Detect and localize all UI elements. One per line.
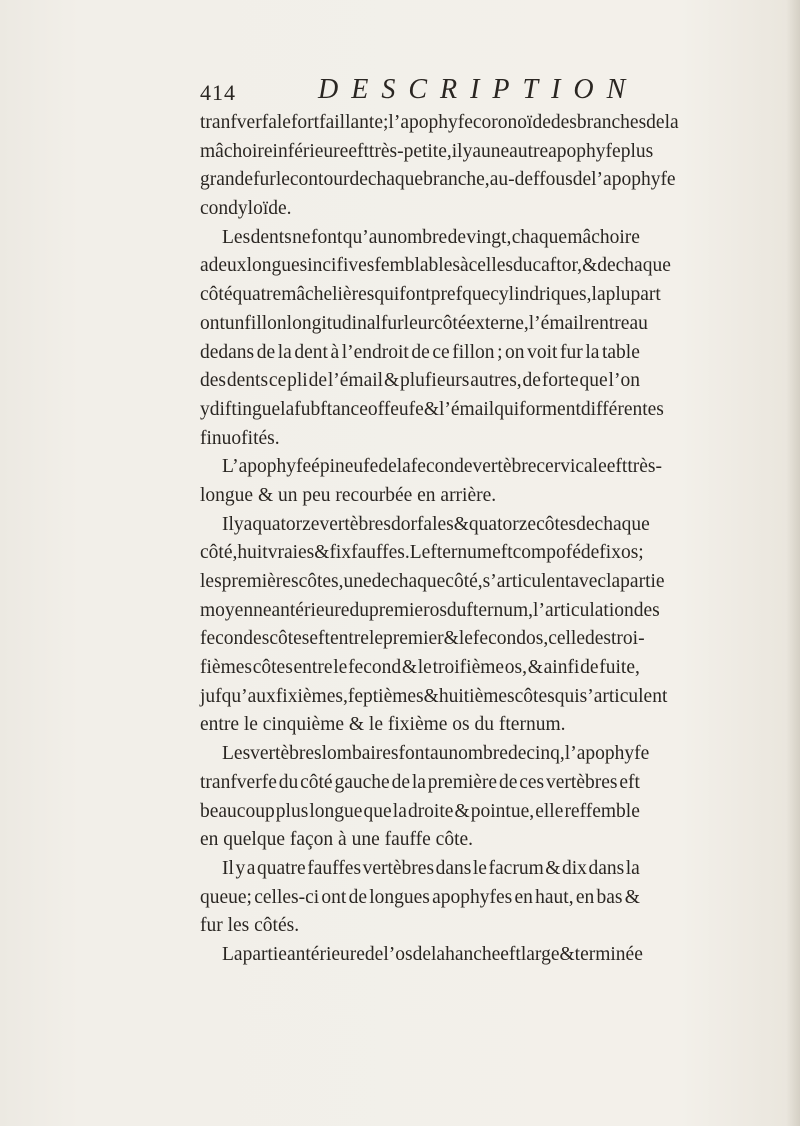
text-line: ont un fillon longitudinal fur leur côté externe, l’émail rentre au — [200, 312, 648, 334]
text-line: fièmes côtes entre le fecond & le troifième os, & ainfi de fuite, — [200, 657, 640, 679]
running-title: DESCRIPTION — [318, 74, 639, 105]
text-line: longue & un peu recourbée en arrière. — [200, 484, 497, 506]
page-edge-shadow — [786, 0, 800, 1126]
text-line: côté quatre mâchelières qui font prefque cylindriques, la plupart — [200, 284, 661, 306]
text-line: en quelque façon à une fauffe côte. — [200, 829, 474, 851]
text-line: moyenne antérieure du premier os du fternum, l’articulation des — [200, 599, 660, 621]
text-line: grande fur le contour de chaque branche, au-deffous de l’apophyfe — [200, 169, 676, 191]
text-line: mâchoire inférieure eft très-petite, il y a une autre apophyfe plus — [200, 140, 654, 162]
text-line: des dents ce pli de l’émail & plufieurs autres, de forte que l’on — [200, 370, 640, 392]
text-line: tranfverfe du côté gauche de la première de ces vertèbres eft — [200, 771, 640, 793]
text-line: entre le cinquième & le fixième os du fternum. — [200, 714, 566, 736]
page-number: 414 — [200, 80, 236, 105]
text-line: L’apophyfe épineufe de la feconde vertèbre cervicale eft très- — [222, 456, 662, 478]
text-line: condyloïde. — [200, 198, 292, 220]
text-line: queue; celles-ci ont de longues apophyfes en haut, en bas & — [200, 886, 640, 908]
text-line: fur les côtés. — [200, 915, 300, 937]
text-line: jufqu’aux fixièmes, feptièmes & huitièmes côtes qui s’articulent — [200, 685, 668, 707]
text-line: beaucoup plus longue que la droite & pointue, elle reffemble — [200, 800, 640, 822]
text-line: tranfverfale fort faillante ; l’apophyfe coronoïde des branches de la — [200, 112, 679, 133]
text-line: y diftingue la fubftance offeufe & l’émail qui forment différentes — [200, 398, 664, 420]
body-text — [200, 109, 679, 970]
text-line: finuofités. — [200, 427, 280, 449]
text-line: fecondes côtes eft entre le premier & le fecond os, celle des troi- — [200, 628, 645, 650]
text-line: La partie antérieure de l’os de la hanche eft large & terminée — [222, 943, 643, 965]
text-line: dedans de la dent à l’endroit de ce fillon ; on voit fur la table — [200, 341, 640, 363]
text-line: Les vertèbres lombaires font au nombre de cinq, l’apophyfe — [222, 743, 650, 765]
text-line: a deux longues incifives femblables à celles du caftor, & de chaque — [200, 255, 671, 277]
text-line: Il y a quatre fauffes vertèbres dans le facrum & dix dans la — [222, 857, 640, 879]
text-line: les premières côtes, une de chaque côté, s’articulent avec la partie — [200, 571, 665, 592]
text-line: Les dents ne font qu’au nombre de vingt, chaque mâchoire — [222, 226, 640, 248]
text-line: côté, huit vraies & fix fauffes. Le fternum eft compofé de fix os; — [200, 542, 644, 564]
text-line: Il y a quatorze vertèbres dorfales & quatorze côtes de chaque — [222, 513, 650, 535]
page-header — [200, 74, 640, 114]
